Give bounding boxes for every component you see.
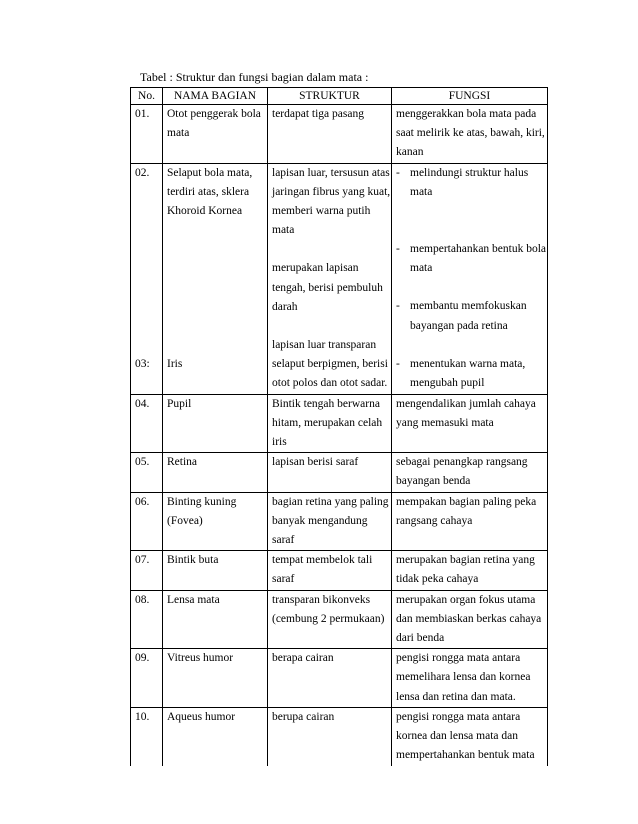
fungsi-text: melindungi struktur halus mata — [410, 166, 529, 198]
dash-bullet: - — [396, 358, 400, 371]
header-struktur: STRUKTUR — [268, 88, 392, 105]
cell-struktur: berupa cairan — [268, 707, 392, 765]
cell-no: 05. — [131, 453, 163, 492]
cell-bagian: Pupil — [163, 394, 268, 453]
table-row — [131, 105, 548, 164]
cell-bagian: Selaput bola mata, terdiri atas, sklera Khoroid Kornea — [163, 163, 268, 355]
table-row — [131, 163, 548, 355]
cell-fungsi: pengisi rongga mata antara memelihara lensa dan kornea lensa dan retina dan mata. — [392, 649, 548, 708]
cell-bagian: Retina — [163, 453, 268, 492]
fungsi-item — [396, 355, 547, 393]
table-caption: Tabel : Struktur dan fungsi bagian dalam mata : — [140, 70, 369, 84]
cell-struktur: Bintik tengah berwarna hitam, merupakan celah iris — [268, 394, 392, 453]
cell-struktur — [268, 163, 392, 355]
cell-bagian: Binting kuning (Fovea) — [163, 492, 268, 551]
cell-bagian: Lensa mata — [163, 590, 268, 649]
cell-bagian: Vitreus humor — [163, 649, 268, 708]
table-row — [131, 551, 548, 590]
cell-no: 08. — [131, 590, 163, 649]
cell-bagian: Bintik buta — [163, 551, 268, 590]
cell-fungsi: mempakan bagian paling peka rangsang cahaya — [392, 492, 548, 551]
cell-no: 04. — [131, 394, 163, 453]
cell-fungsi: mengendalikan jumlah cahaya yang memasuki mata — [392, 394, 548, 453]
header-fungsi: FUNGSI — [392, 88, 548, 105]
table-row — [131, 590, 548, 649]
cell-fungsi: pengisi rongga mata antara kornea dan lensa mata dan mempertahankan bentuk mata — [392, 707, 548, 765]
cell-no: 10. — [131, 707, 163, 765]
cell-bagian: Otot penggerak bola mata — [163, 105, 268, 164]
cell-struktur: tempat membelok tali saraf — [268, 551, 392, 590]
fungsi-text: menentukan warna mata, mengubah pupil — [410, 358, 526, 390]
cell-no: 01. — [131, 105, 163, 164]
fungsi-text: mempertahankan bentuk bola mata — [410, 243, 547, 275]
struktur-kornea: lapisan luar transparan — [272, 339, 377, 352]
table-row — [131, 355, 548, 394]
dash-bullet: - — [396, 300, 400, 313]
table-row — [131, 492, 548, 551]
table-row — [131, 394, 548, 453]
dash-bullet: - — [396, 243, 400, 256]
cell-fungsi: merupakan organ fokus utama dan membiaskan berkas cahaya dari benda — [392, 590, 548, 649]
header-no: No. — [131, 88, 163, 105]
cell-fungsi: menggerakkan bola mata pada saat melirik ke atas, bawah, kiri, kanan — [392, 105, 548, 164]
cell-fungsi: merupakan bagian retina yang tidak peka cahaya — [392, 551, 548, 590]
fungsi-item — [396, 297, 547, 335]
fungsi-item — [396, 164, 547, 202]
cell-struktur: bagian retina yang paling banyak mengandung saraf — [268, 492, 392, 551]
table-row — [131, 707, 548, 765]
cell-no: 07. — [131, 551, 163, 590]
fungsi-item — [396, 240, 547, 278]
struktur-khoroid: merupakan lapisan tengah, berisi pembuluh darah — [272, 262, 383, 313]
cell-struktur: terdapat tiga pasang — [268, 105, 392, 164]
cell-fungsi — [392, 355, 548, 394]
cell-fungsi — [392, 163, 548, 355]
table-row — [131, 649, 548, 708]
table-header-row — [131, 88, 548, 105]
cell-bagian: Iris — [163, 355, 268, 394]
header-nama-bagian: NAMA BAGIAN — [163, 88, 268, 105]
cell-fungsi: sebagai penangkap rangsang bayangan benda — [392, 453, 548, 492]
cell-no: 02. — [131, 163, 163, 355]
cell-struktur: transparan bikonveks (cembung 2 permukaan) — [268, 590, 392, 649]
cell-no: 06. — [131, 492, 163, 551]
cell-struktur: berapa cairan — [268, 649, 392, 708]
cell-no: 03: — [131, 355, 163, 394]
table-row — [131, 453, 548, 492]
cell-no: 09. — [131, 649, 163, 708]
fungsi-text: membantu memfokuskan bayangan pada retina — [410, 300, 527, 332]
cell-struktur: lapisan berisi saraf — [268, 453, 392, 492]
eye-structure-table — [130, 87, 548, 766]
cell-bagian: Aqueus humor — [163, 707, 268, 765]
cell-struktur: selaput berpigmen, berisi otot polos dan otot sadar. — [268, 355, 392, 394]
struktur-sklera: lapisan luar, tersusun atas jaringan fibrus yang kuat, memberi warna putih mata — [272, 166, 391, 237]
dash-bullet: - — [396, 166, 400, 179]
